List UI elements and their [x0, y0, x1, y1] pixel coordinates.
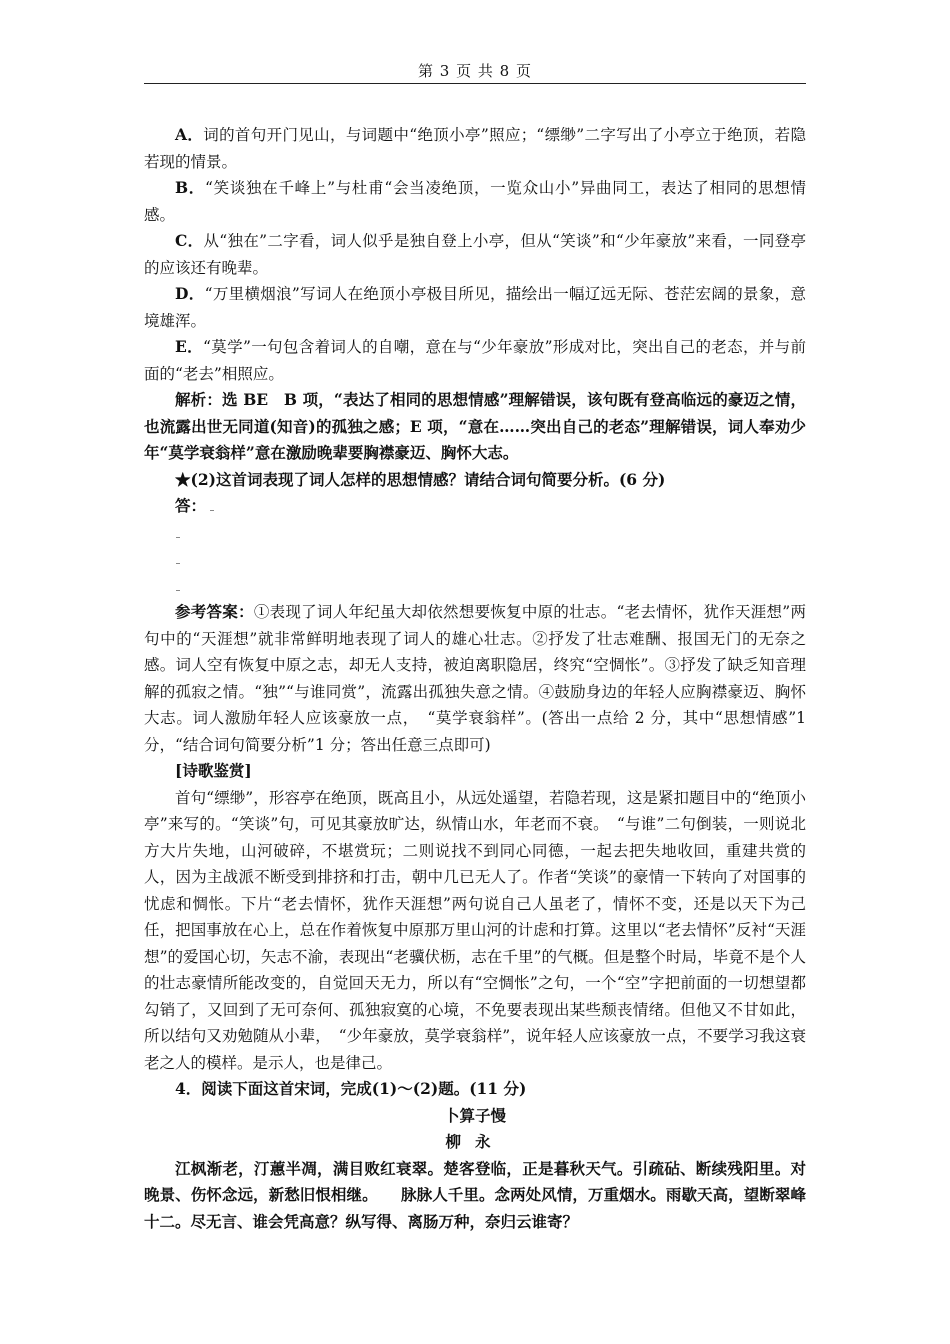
- question-4: 4．阅读下面这首宋词，完成(1)～(2)题。(11 分): [175, 1079, 527, 1098]
- reference-answer: 参考答案：①表现了词人年纪虽大却依然想要恢复中原的壮志。“老去情怀，犹作天涯想”两句中的“天涯想”就非常鲜明地表现了词人的雄心壮志。②抒发了壮志难酬、报国无门的无奈之感。词人空有恢复中原之志，却无人支持，被迫离职隐居，终究“空惆怅”。③抒发了缺乏知音理解的孤寂之情。“独”“与谁同赏”，流露出孤独失意之情。④鼓励身边的年轻人应胸襟豪迈、胸怀大志。词人激励年轻人应该豪放一点， “莫学衰翁样”。(答出一点给 2 分，其中“思想情感”1 分，“结合词句简要分析”1 分；答出任意三点即可): [144, 602, 806, 754]
- option-d: D．“万里横烟浪”写词人在绝顶小亭极目所见，描绘出一幅辽远无际、苍茫宏阔的景象，意境雄浑。: [144, 284, 806, 330]
- document-body: [144, 122, 806, 1235]
- option-b: B．“笑谈独在千峰上”与杜甫“会当凌绝顶，一览众山小”异曲同工，表达了相同的思想情感。: [144, 178, 806, 224]
- poem-author: 柳永: [445, 1132, 505, 1151]
- appreciation-heading: [诗歌鉴赏]: [175, 761, 252, 780]
- question-2: ★(2)这首词表现了词人怎样的思想情感？请结合词句简要分析。(6 分): [175, 469, 666, 489]
- poem-title: 卜算子慢: [443, 1105, 506, 1125]
- option-e: E．“莫学”一句包含着词人的自嘲，意在与“少年豪放”形成对比，突出自己的老态，并与前面的“老去”相照应。: [144, 337, 806, 383]
- poem-body: 江枫渐老，汀蕙半凋，满目败红衰翠。楚客登临，正是暮秋天气。引疏砧、断续残阳里。对晚景、伤怀念远，新愁旧恨相继。 脉脉人千里。念两处风情，万重烟水。雨歇天高，望断翠峰十二。尽无言、谁会凭高意？纵写得、离肠万种，奈归云谁寄？: [144, 1158, 806, 1231]
- answer-blank-line[interactable]: [176, 546, 806, 573]
- option-a: A．词的首句开门见山，与词题中“绝顶小亭”照应；“缥缈”二字写出了小亭立于绝顶，若隐若现的情景。: [144, 125, 806, 171]
- appreciation-text: 首句“缥缈”，形容亭在绝顶，既高且小，从远处遥望，若隐若现，这是紧扣题目中的“绝顶小亭”来写的。“笑谈”句，可见其豪放旷达，纵情山水，年老而不衰。 “与谁”二句倒装，一则说北方大片失地，山河破碎，不堪赏玩；二则说找不到同心同德，一起去把失地收回，重建共赏的人，因为主战派不断受到排挤和打击，朝中几已无人了。作者“笑谈”的豪情一下转向了对国事的忧虑和惆怅。下片“老去情怀，犹作天涯想”两句说自己人虽老了，情怀不变，还是以天下为己任，把国事放在心上，总在作着恢复中原那万里山河的计虑和打算。这里以“老去情怀”反衬“天涯想”的爱国心切，矢志不渝，表现出“老骥伏枥，志在千里”的气概。但是整个时局，毕竟不是个人的壮志豪情所能改变的，自觉回天无力，所以有“空惆怅”之句，一个“空”字把前面的一切想望都勾销了，又回到了无可奈何、孤独寂寞的心境，不免要表现出某些颓丧情绪。但他又不甘如此，所以结句又劝勉随从小辈， “少年豪放，莫学衰翁样”，说年轻人应该豪放一点，不要学习我这衰老之人的模样。是示人，也是律己。: [144, 788, 806, 1072]
- page-number-header: 第 3 页 共 8 页: [418, 62, 532, 80]
- header-divider: [144, 83, 806, 84]
- answer-label: 答：: [144, 493, 806, 520]
- option-c: C．从“独在”二字看，词人似乎是独自登上小亭，但从“笑谈”和“少年豪放”来看，一同登亭的应该还有晚辈。: [144, 231, 806, 277]
- analysis-paragraph: 解析：选 BE B 项，“表达了相同的思想情感”理解错误，该句既有登高临远的豪迈之情，也流露出世无同道(知音)的孤独之感；E 项，“意在……突出自己的老态”理解错误，词人奉劝少年“莫学衰翁样”意在激励晚辈要胸襟豪迈、胸怀大志。: [144, 390, 806, 462]
- answer-blank-line[interactable]: [176, 520, 806, 547]
- answer-blank-line[interactable]: [176, 573, 806, 600]
